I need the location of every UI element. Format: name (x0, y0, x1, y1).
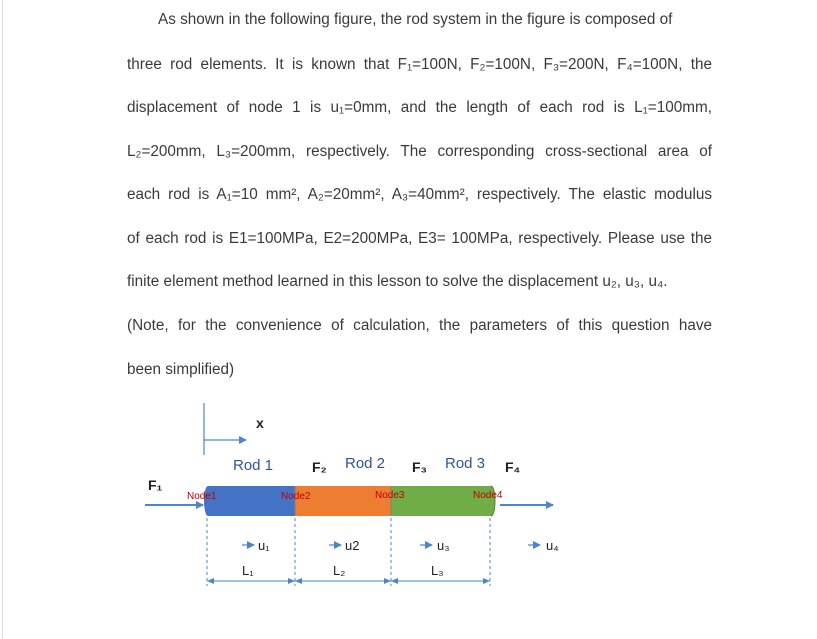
x-axis-label: x (256, 415, 264, 431)
dim-arrow-6 (483, 578, 490, 584)
text-line-9: been simplified) (127, 361, 235, 378)
length-3-label: L₃ (431, 563, 444, 578)
rod-2-label: Rod 2 (345, 455, 386, 472)
force-1-label: F₁ (148, 477, 163, 493)
force-2-label: F₂ (312, 459, 327, 475)
dim-arrow-3 (295, 578, 302, 584)
u2-label: u2 (345, 538, 360, 553)
text-line-1: As shown in the following figure, the rod system in the figure is composed of (158, 11, 673, 28)
text-line-6: of each rod is E1=100MPa, E2=200MPa, E3= 100MPa, respectively. Please use the (127, 230, 712, 247)
text-line-4: L₂=200mm, L₃=200mm, respectively. The corresponding cross-sectional area of (127, 143, 712, 160)
rod-3-label: Rod 3 (445, 455, 486, 472)
length-2-label: L₂ (333, 563, 346, 578)
text-line-2: three rod elements. It is known that F₁=100N, F₂=100N, F₃=200N, F₄=100N, the (127, 56, 712, 73)
u4-label: u₄ (546, 538, 559, 553)
length-1-label: L₁ (242, 563, 254, 578)
node-1-label: Node1 (187, 491, 217, 502)
force-3-label: F₃ (412, 459, 428, 475)
force-4-label: F₄ (505, 459, 521, 475)
node-2-label: Node2 (281, 491, 311, 502)
text-line-7: finite element method learned in this lesson to solve the displacement u₂, u₃, u₄. (127, 273, 668, 290)
dim-arrow-1 (207, 578, 214, 584)
dim-arrow-4 (384, 578, 391, 584)
u3-label: u₃ (437, 538, 450, 553)
text-line-5: each rod is A₁=10 mm², A₂=20mm², A₃=40mm², respectively. The elastic modulus (127, 186, 712, 203)
dim-arrow-5 (391, 578, 398, 584)
rod-1-label: Rod 1 (233, 457, 274, 474)
text-line-8: (Note, for the convenience of calculation, the parameters of this question have (127, 317, 712, 334)
node-3-label: Node3 (375, 490, 405, 501)
node-4-label: Node4 (473, 490, 503, 501)
dim-arrow-2 (288, 578, 295, 584)
u1-label: u₁ (258, 538, 270, 553)
text-line-3: displacement of node 1 is u₁=0mm, and the length of each rod is L₁=100mm, (127, 99, 712, 116)
